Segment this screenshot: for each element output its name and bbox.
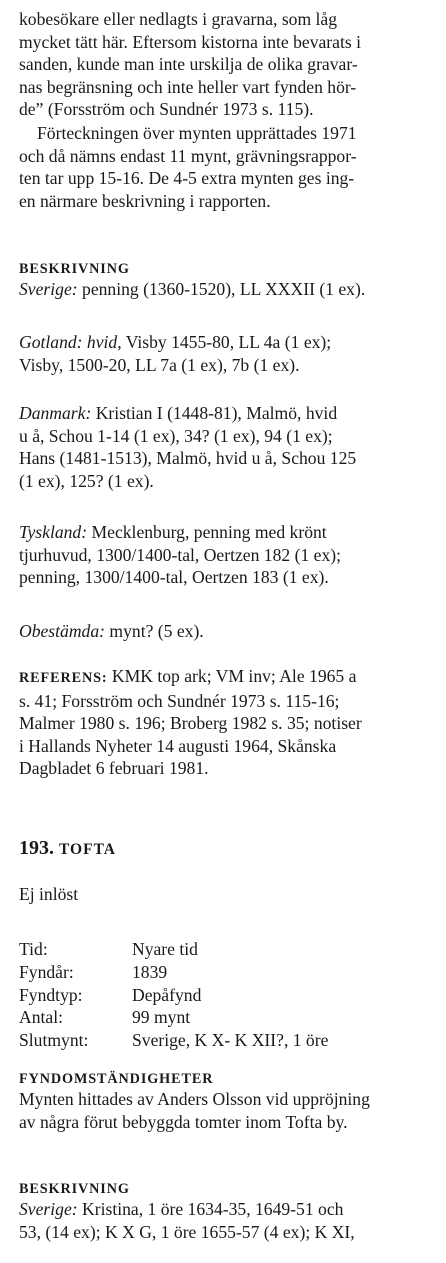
text-line: de” (Forsström och Sundnér 1973 s. 115). bbox=[19, 99, 314, 120]
section-heading: FYNDOMSTÄNDIGHETER bbox=[19, 1071, 214, 1087]
description-section bbox=[19, 260, 441, 301]
country-label: Obestämda: bbox=[19, 621, 106, 641]
tyskland-entry: Tyskland: Mecklenburg, penning med krönt tjurhuvud, 1300/1400-tal, Oertzen 182 (1 ex); penning, 1300/1400-tal, Oertzen 183 (1 ex). bbox=[19, 522, 341, 588]
sverige-entry: Sverige: penning (1360-1520), LL XXXII (1 ex). bbox=[19, 279, 366, 299]
entry-number: 193. bbox=[19, 837, 59, 859]
country-label: Danmark: bbox=[19, 403, 92, 423]
intro-paragraph-2 bbox=[19, 122, 441, 212]
text-line: kobesökare eller nedlagts i gravarna, som låg bbox=[19, 9, 338, 29]
text-line: och då nämns endast 11 mynt, grävningsrappor- bbox=[19, 145, 357, 166]
meta-label: Antal: bbox=[19, 1007, 63, 1028]
meta-value: 1839 bbox=[132, 961, 168, 982]
section-heading: BESKRIVNING bbox=[19, 1181, 130, 1197]
section-heading: BESKRIVNING bbox=[19, 261, 130, 277]
meta-value: Nyare tid bbox=[132, 939, 198, 959]
entry-name: TOFTA bbox=[59, 841, 116, 858]
obestamda-entry: Obestämda: mynt? (5 ex). bbox=[19, 621, 204, 641]
gotland-entry: Gotland: hvid, Visby 1455-80, LL 4a (1 ex); Visby, 1500-20, LL 7a (1 ex), 7b (1 ex). bbox=[19, 332, 332, 375]
references-section: REFERENS: KMK top ark; VM inv; Ale 1965 a s. 41; Forsström och Sundnér 1973 s. 115-16; Malmer 1980 s. 196; Broberg 1982 s. 35; notiser i Hallands Nyheter 14 augusti 1964, Skånska Dagbladet 6 februari 1981. bbox=[19, 666, 362, 779]
text-line: mycket tätt här. Eftersom kistorna inte bevarats i bbox=[19, 31, 361, 52]
text-line: en närmare beskrivning i rapporten. bbox=[19, 190, 271, 211]
description-section-2: BESKRIVNING Sverige: Kristina, 1 öre 1634-35, 1649-51 och 53, (14 ex); K X G, 1 öre 1655-57 (4 ex); K XI, bbox=[19, 1180, 441, 1243]
entry-title bbox=[19, 835, 441, 863]
circumstances-section: FYNDOMSTÄNDIGHETER Mynten hittades av Anders Olsson vid uppröjning av några förut bebyggda tomter inom Tofta by. bbox=[19, 1070, 441, 1133]
meta-label: Fyndår: bbox=[19, 961, 74, 982]
meta-label: Fyndtyp: bbox=[19, 984, 83, 1005]
country-label: Tyskland: bbox=[19, 522, 88, 542]
danmark-entry: Danmark: Kristian I (1448-81), Malmö, hvid u å, Schou 1-14 (1 ex), 34? (1 ex), 94 (1 ex); Hans (1481-1513), Malmö, hvid u å, Schou 125 (1 ex), 125? (1 ex). bbox=[19, 403, 357, 491]
text-line: nas begränsning och inte heller vart fynden hör- bbox=[19, 76, 357, 97]
entry-metadata-table bbox=[19, 938, 441, 1052]
intro-paragraph-1 bbox=[19, 8, 441, 121]
country-label: Gotland: hvid, bbox=[19, 332, 122, 352]
meta-value: Depåfynd bbox=[132, 984, 202, 1005]
text-line: Förteckningen över mynten upprättades 1971 bbox=[37, 123, 357, 143]
meta-value: 99 mynt bbox=[132, 1007, 191, 1028]
country-label: Sverige: bbox=[19, 279, 78, 299]
meta-label: Tid: bbox=[19, 939, 48, 959]
country-label: Sverige: bbox=[19, 1199, 78, 1219]
text-line: sanden, kunde man inte urskilja de olika gravar- bbox=[19, 54, 358, 75]
meta-value: Sverige, K X- K XII?, 1 öre bbox=[132, 1030, 329, 1051]
text-line: ten tar upp 15-16. De 4-5 extra mynten ges ing- bbox=[19, 168, 355, 189]
section-heading: REFERENS: bbox=[19, 670, 108, 686]
entry-status: Ej inlöst bbox=[19, 884, 79, 904]
meta-label: Slutmynt: bbox=[19, 1030, 89, 1051]
